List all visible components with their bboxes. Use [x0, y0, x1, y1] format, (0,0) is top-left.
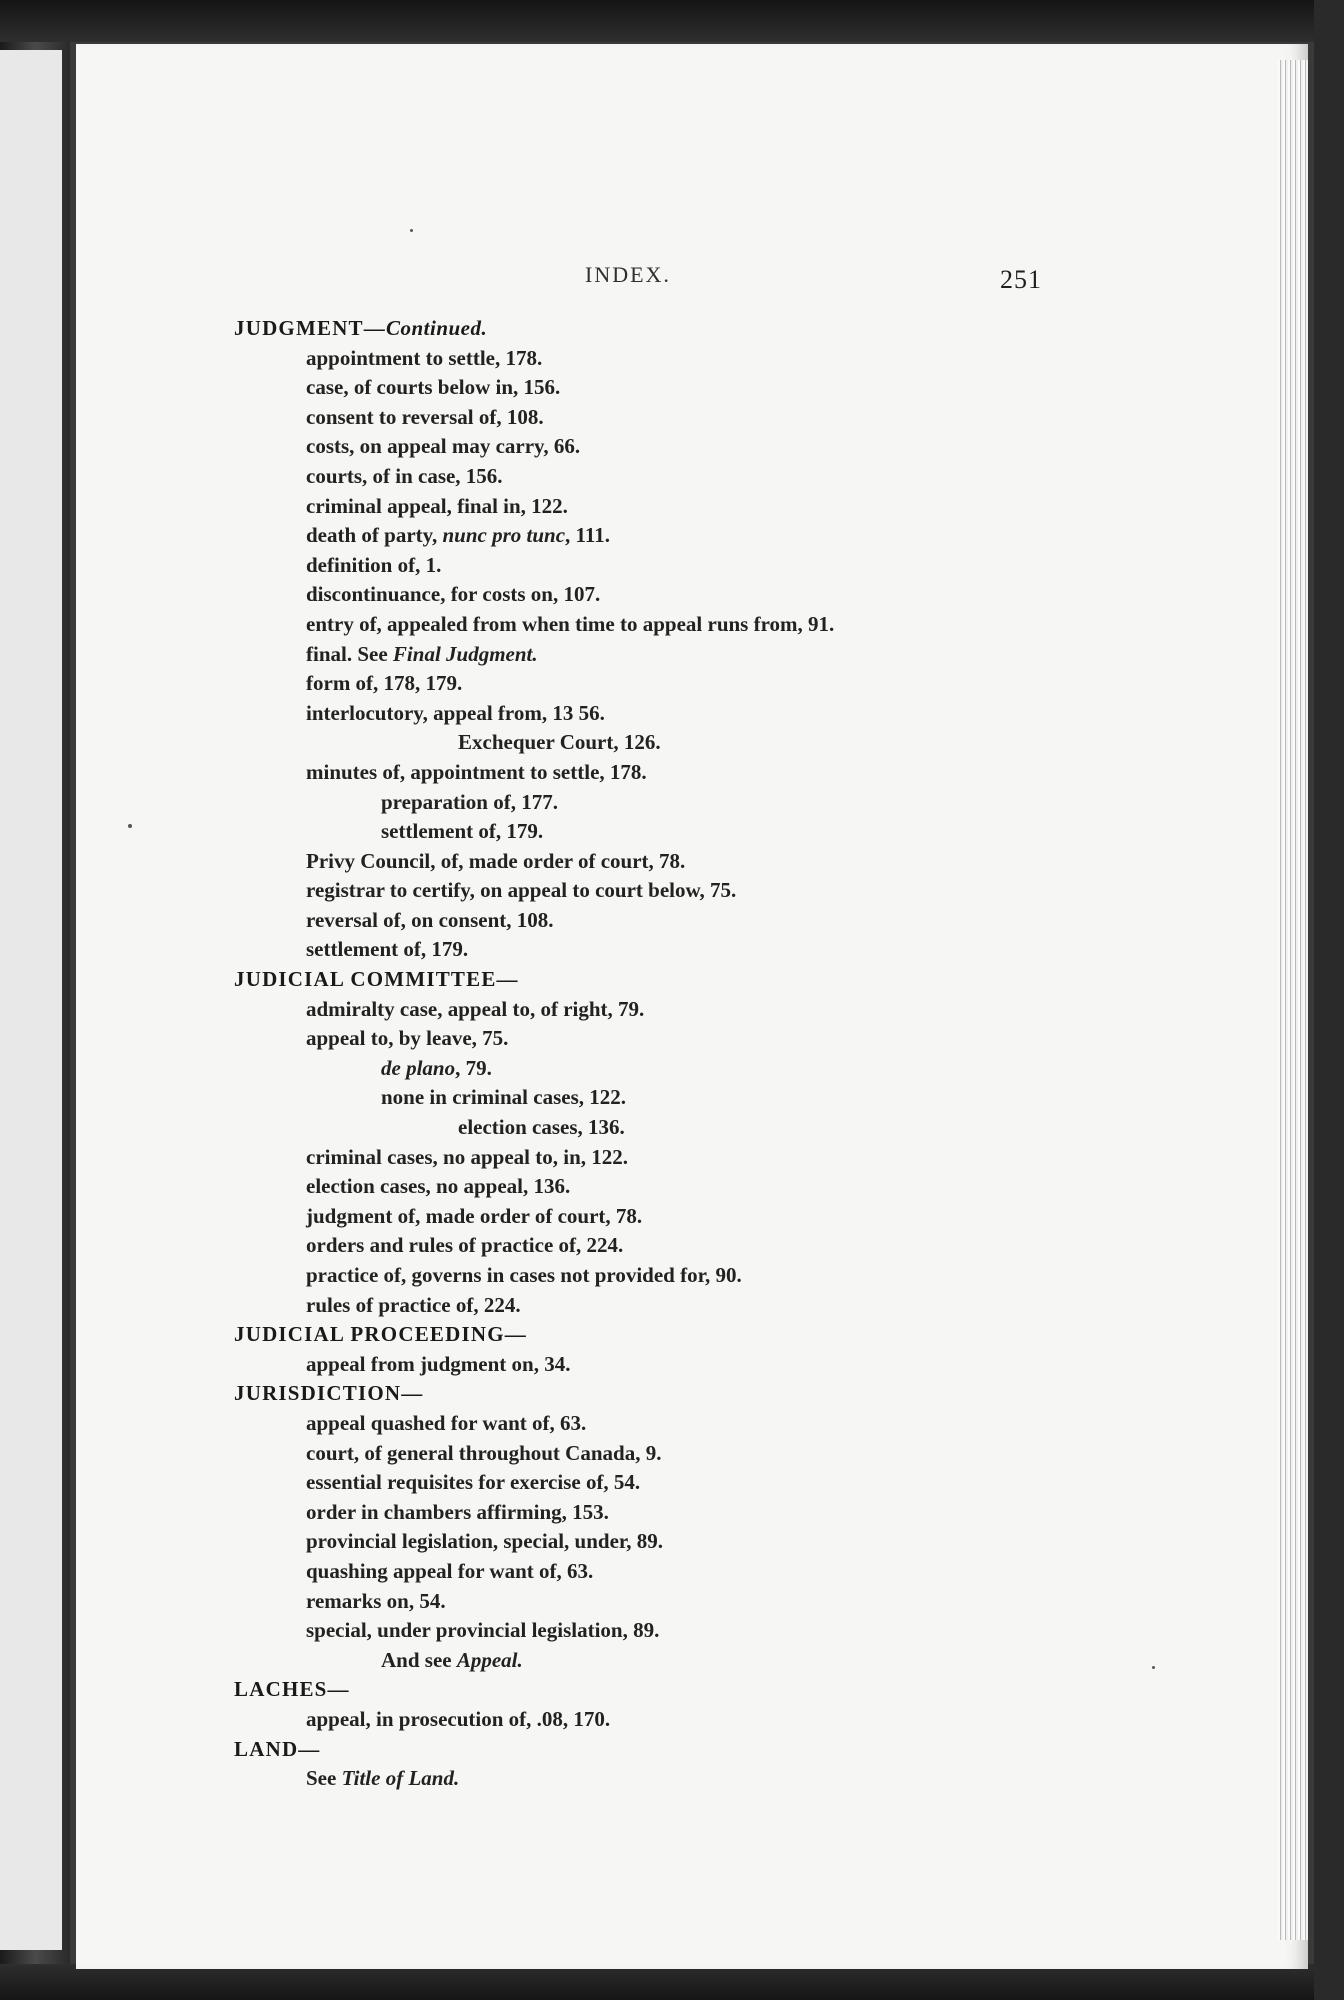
entry-text: See: [306, 1766, 342, 1791]
index-subentry: [76, 432, 1308, 462]
index-subentry: [76, 1202, 1308, 1232]
entry-text: appeal from judgment on, 34.: [306, 1351, 571, 1376]
entry-text: practice of, governs in cases not provided for, 90.: [306, 1263, 742, 1287]
index-subentry: [76, 403, 1308, 433]
index-subentry: [76, 610, 1308, 640]
index-subentry: [76, 551, 1308, 581]
entry-text: JURISDICTION—: [234, 1381, 424, 1406]
entry-italic-text: Continued.: [385, 316, 488, 340]
entry-italic-text: nunc pro tunc: [442, 523, 566, 548]
entry-text: preparation of, 177.: [381, 789, 558, 814]
entry-text: And see: [381, 1647, 457, 1672]
entry-text: JUDICIAL COMMITTEE—: [234, 967, 519, 992]
index-subentry: [76, 521, 1308, 551]
index-heading: [76, 965, 1308, 995]
entry-text: entry of, appealed from when time to appeal runs from, 91.: [306, 611, 835, 636]
index-subentry: [76, 1291, 1308, 1321]
index-subentry: [76, 876, 1308, 906]
index-subentry: [76, 1764, 1308, 1794]
index-subentry: [76, 1054, 1308, 1084]
index-heading: [76, 1379, 1308, 1409]
entry-text: essential requisites for exercise of, 54.: [306, 1470, 641, 1495]
entry-italic-text: Appeal.: [456, 1647, 523, 1672]
entry-text: criminal cases, no appeal to, in, 122.: [306, 1144, 629, 1169]
index-subentry: [76, 580, 1308, 610]
entry-text: reversal of, on consent, 108.: [306, 907, 554, 932]
entry-text: LAND—: [234, 1736, 321, 1761]
index-subentry: [76, 1587, 1308, 1617]
index-subentry: [76, 1705, 1308, 1735]
index-entries: [76, 314, 1308, 1794]
index-subentry: [76, 1024, 1308, 1054]
entry-text: Exchequer Court, 126.: [458, 730, 661, 755]
index-subentry: [76, 1439, 1308, 1469]
paper-speck: [128, 824, 132, 828]
entry-text: provincial legislation, special, under, 89.: [306, 1529, 664, 1554]
entry-italic-text: Final Judgment.: [392, 641, 538, 666]
entry-text: appeal, in prosecution of, .08, 170.: [306, 1706, 611, 1731]
index-subentry: [76, 817, 1308, 847]
page-stack-edges: [1278, 60, 1308, 1940]
entry-text: case, of courts below in, 156.: [306, 375, 561, 400]
index-subentry: [76, 1409, 1308, 1439]
index-subentry: [76, 847, 1308, 877]
index-subentry: [76, 1231, 1308, 1261]
entry-text: discontinuance, for costs on, 107.: [306, 582, 601, 607]
index-subentry: [76, 1143, 1308, 1173]
entry-text: JUDICIAL PROCEEDING—: [234, 1322, 527, 1347]
entry-text: minutes of, appointment to settle, 178.: [306, 759, 647, 784]
entry-text: rules of practice of, 224.: [306, 1292, 521, 1317]
scan-right-border: [1314, 0, 1344, 2000]
index-subentry: [76, 1261, 1308, 1291]
entry-trailing-text: , 111.: [565, 523, 610, 548]
running-head: [76, 262, 1308, 296]
index-subentry: [76, 699, 1308, 729]
book-page: [76, 44, 1308, 1969]
entry-text: criminal appeal, final in, 122.: [306, 493, 568, 518]
running-head-title: INDEX.: [585, 262, 671, 287]
index-subentry: [76, 640, 1308, 670]
index-heading: [76, 1675, 1308, 1705]
entry-text: order in chambers affirming, 153.: [306, 1499, 609, 1524]
entry-text: appointment to settle, 178.: [306, 345, 543, 370]
index-subentry: [76, 492, 1308, 522]
index-subentry: [76, 906, 1308, 936]
entry-text: definition of, 1.: [306, 552, 442, 577]
entry-text: settlement of, 179.: [306, 937, 469, 962]
index-subentry: [76, 1616, 1308, 1646]
entry-text: Privy Council, of, made order of court, 78.: [306, 848, 686, 873]
index-subentry: [76, 1113, 1308, 1143]
index-subentry: [76, 1646, 1308, 1676]
entry-trailing-text: , 79.: [455, 1055, 492, 1080]
entry-text: admiralty case, appeal to, of right, 79.: [306, 996, 645, 1021]
index-subentry: [76, 1083, 1308, 1113]
entry-text: none in criminal cases, 122.: [381, 1085, 626, 1110]
index-subentry: [76, 1172, 1308, 1202]
entry-text: court, of general throughout Canada, 9.: [306, 1440, 662, 1465]
facing-page-edge: [0, 50, 62, 1950]
scan-top-border: [0, 0, 1344, 42]
entry-text: LACHES—: [234, 1677, 350, 1702]
index-subentry: [76, 669, 1308, 699]
index-heading: [76, 1320, 1308, 1350]
entry-text: quashing appeal for want of, 63.: [306, 1558, 594, 1583]
paper-speck: [1152, 1666, 1155, 1669]
index-subentry: [76, 935, 1308, 965]
index-subentry: [76, 1527, 1308, 1557]
entry-text: appeal to, by leave, 75.: [306, 1026, 509, 1051]
entry-text: form of, 178, 179.: [306, 671, 463, 696]
index-subentry: [76, 758, 1308, 788]
index-heading: [76, 314, 1308, 344]
index-subentry: [76, 373, 1308, 403]
entry-text: election cases, no appeal, 136.: [306, 1174, 571, 1199]
index-subentry: [76, 1557, 1308, 1587]
entry-italic-text: Title of Land.: [341, 1766, 460, 1791]
index-subentry: [76, 1498, 1308, 1528]
entry-text: judgment of, made order of court, 78.: [306, 1203, 643, 1228]
page-number: 251: [1000, 265, 1042, 294]
entry-text: final. See: [306, 641, 393, 666]
entry-text: consent to reversal of, 108.: [306, 404, 544, 429]
entry-text: JUDGMENT—: [234, 316, 386, 340]
index-subentry: [76, 462, 1308, 492]
scan-bottom-border: [0, 1964, 1344, 2000]
index-subentry: [76, 1468, 1308, 1498]
entry-text: appeal quashed for want of, 63.: [306, 1410, 587, 1435]
entry-text: courts, of in case, 156.: [306, 463, 503, 488]
entry-text: settlement of, 179.: [381, 819, 544, 844]
entry-text: remarks on, 54.: [306, 1588, 446, 1613]
index-subentry: [76, 1350, 1308, 1380]
index-subentry: [76, 344, 1308, 374]
entry-text: costs, on appeal may carry, 66.: [306, 434, 581, 459]
index-heading: [76, 1735, 1308, 1765]
entry-text: registrar to certify, on appeal to court below, 75.: [306, 878, 737, 903]
entry-text: interlocutory, appeal from, 13 56.: [306, 700, 605, 725]
entry-text: election cases, 136.: [458, 1115, 625, 1140]
index-subentry: [76, 788, 1308, 818]
entry-italic-text: de plano: [381, 1055, 456, 1080]
index-subentry: [76, 728, 1308, 758]
index-subentry: [76, 995, 1308, 1025]
entry-text: orders and rules of practice of, 224.: [306, 1233, 624, 1258]
entry-text: death of party,: [306, 523, 443, 548]
paper-speck: [410, 229, 413, 232]
entry-text: special, under provincial legislation, 89.: [306, 1618, 660, 1643]
